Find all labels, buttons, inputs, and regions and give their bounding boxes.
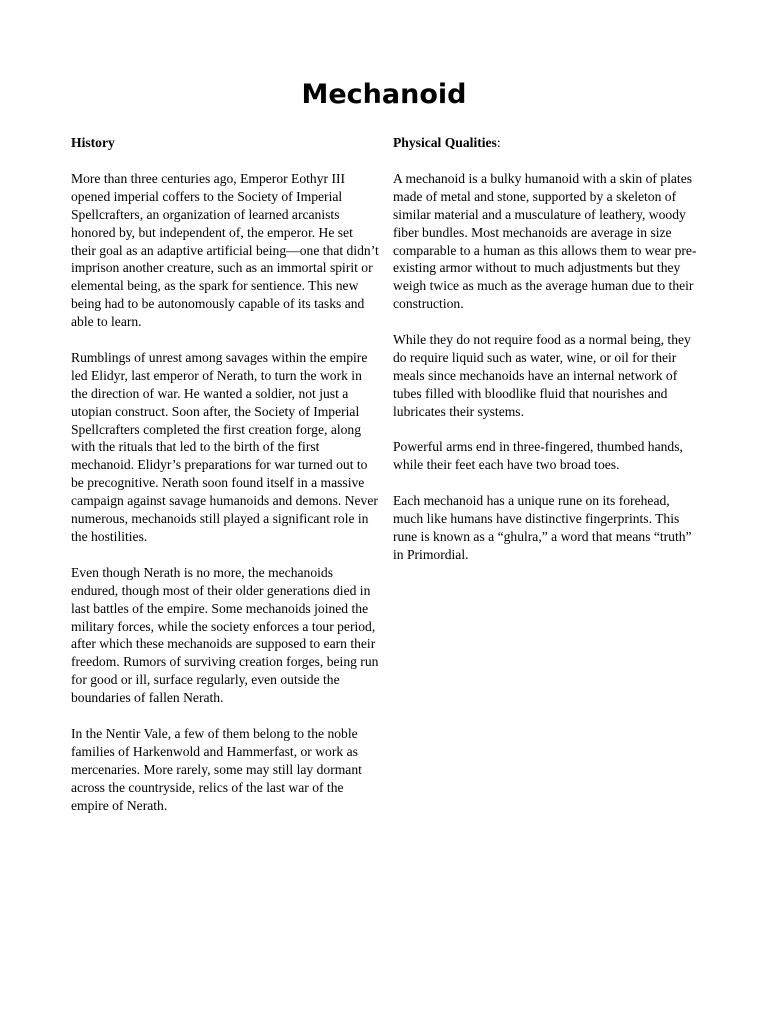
history-heading: History — [71, 135, 115, 150]
history-paragraph-4: In the Nentir Vale, a few of them belong to the noble families of Harkenwold and Hammerfast, or work as mercenaries. More rarely, some may still lay dormant across the countryside, relics of the last war of the empire of Nerath. — [71, 725, 362, 813]
physical-paragraph-3: Powerful arms end in three-fingered, thumbed hands, while their feet each have two broad toes. — [393, 439, 683, 473]
physical-paragraph-2: While they do not require food as a normal being, they do require liquid such as water, wine, or oil for their meals since mechanoids have an internal network of tubes filled with bloodlike fluid that nourishes and lubricates their systems. — [393, 332, 691, 419]
physical-paragraph-4: Each mechanoid has a unique rune on its forehead, much like humans have distinctive fingerprints. This rune is known as a “ghulra,” a word that means “truth” in Primordial. — [393, 493, 692, 562]
physical-qualities-heading-text: Physical Qualities — [393, 135, 497, 150]
physical-qualities-heading — [393, 134, 699, 152]
physical-paragraph-1: A mechanoid is a bulky humanoid with a skin of plates made of metal and stone, supported by a skeleton of similar material and a musculature of leathery, woody fiber bundles. Most mechanoids are average in size comparable to a human as this allows them to wear pre-existing armor without to much adjustments but they weigh twice as much as the average human due to their construction. — [393, 170, 697, 312]
history-paragraph-1: More than three centuries ago, Emperor Eothyr III opened imperial coffers to the Society of Imperial Spellcrafters, an organization of learned arcanists honored by, but independent of, the emperor. He set their goal as an adaptive artificial being—one that didn’t imprison another creature, such as an immortal spirit or elemental being, as the spark for sentience. This new being had to be autonomously capable of its tasks and able to learn. — [71, 170, 379, 330]
physical-qualities-heading-colon: : — [496, 135, 501, 150]
page-title: Mechanoid — [301, 79, 467, 110]
history-column — [71, 134, 379, 832]
history-paragraph-3: Even though Nerath is no more, the mechanoids endured, though most of their older generations died in last battles of the empire. Some mechanoids joined the military forces, while the society enforces a tour period, after which these mechanoids are supposed to earn their freedom. Rumors of surviving creation forges, being run for good or ill, surface regularly, even outside the boundaries of fallen Nerath. — [71, 564, 379, 706]
physical-qualities-column — [393, 134, 699, 582]
history-paragraph-2: Rumblings of unrest among savages within the empire led Elidyr, last emperor of Nerath, to turn the work in the direction of war. He wanted a soldier, not just a utopian construct. Soon after, the Society of Imperial Spellcrafters completed the first creation forge, along with the rituals that led to the birth of the first mechanoid. Elidyr’s preparations for war turned out to be precognitive. Nerath soon found itself in a massive campaign against savage humanoids and demons. Never numerous, mechanoids still played a significant role in the hostilities. — [71, 349, 378, 545]
